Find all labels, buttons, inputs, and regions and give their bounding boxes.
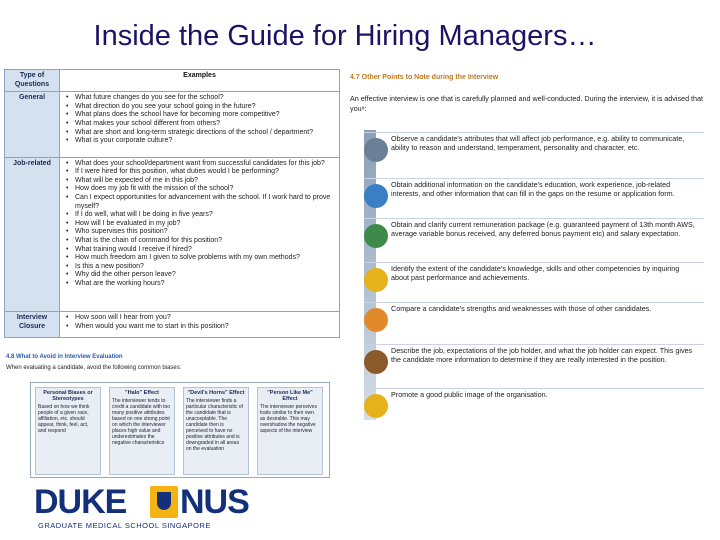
question-examples [60, 312, 340, 338]
list-item: • Can I expect opportunities for advancement with the school. If I work hard to prove myself? [63, 194, 336, 211]
divider [364, 344, 704, 345]
list-item: • What is your corporate culture? [63, 137, 336, 146]
point-row [364, 388, 704, 424]
point-row [364, 302, 704, 338]
point-text: Describe the job, expectations of the job holder, and what the job holder can expect. This gives the candidate more information to determine if they are really interested in the position. [391, 346, 693, 364]
point-text: Obtain additional information on the candidate's education, work experience, job-related interests, and other information that can fill in the gaps on the resume or application form. [391, 180, 675, 198]
bias-column [257, 387, 323, 475]
bias-box [30, 382, 330, 478]
bias-column-text: The interviewer tends to credit a candidate with too many positive attributes based on one strong point on which the interviewer places high value and underestimates the negative characteristics [112, 398, 171, 446]
bias-column [35, 387, 101, 475]
header-examples: Examples [60, 70, 340, 92]
list-item: • What are the working hours? [63, 280, 336, 289]
avoid-heading: 4.8 What to Avoid in Interview Evaluation [6, 354, 123, 360]
smiley-icon [364, 394, 388, 418]
list-item: • If I do well, what will I be doing in five years? [63, 211, 336, 220]
point-row [364, 132, 704, 168]
list-item: • If I were hired for this position, what duties would I be performing? [63, 168, 336, 177]
logo-duke-text: DUKE [34, 483, 127, 521]
point-row [364, 218, 704, 254]
list-item: • How soon will I hear from you? [63, 314, 336, 323]
divider [364, 132, 704, 133]
list-item: • What does your school/department want from successful candidates for this job? [63, 160, 336, 169]
bias-column-head: "Person Like Me" Effect [267, 390, 313, 402]
table-row [5, 157, 340, 312]
point-row [364, 178, 704, 214]
bias-column [183, 387, 249, 475]
point-row [364, 262, 704, 298]
divider [364, 218, 704, 219]
list-item: • What plans does the school have for becoming more competitive? [63, 111, 336, 120]
point-row [364, 344, 704, 380]
point-text: Compare a candidate's strengths and weaknesses with those of other candidates. [391, 304, 652, 313]
stethoscope-icon [364, 138, 388, 162]
list-item: • What will be expected of me in this job? [63, 177, 336, 186]
question-type: General [5, 92, 60, 157]
question-examples [60, 157, 340, 312]
points-intro: An effective interview is one that is carefully planned and well-conducted. During the interview, it is advised that you⁸: [350, 94, 704, 113]
point-text: Observe a candidate's attributes that will affect job performance, e.g. ability to communicate, ability to reason and understand, temperament, personality and character, etc. [391, 134, 685, 152]
bias-column-head: Personal Biases or Stereotypes [43, 390, 93, 402]
fruit-icon [364, 308, 388, 332]
list-item: • What future changes do you see for the school? [63, 94, 336, 103]
list-item: • How does my job fit with the mission of the school? [63, 185, 336, 194]
list-item: • When would you want me to start in this position? [63, 323, 336, 332]
divider [364, 388, 704, 389]
slide-title: Inside the Guide for Hiring Managers… [93, 20, 597, 52]
briefcase-icon [364, 350, 388, 374]
list-item: • Is this a new position? [63, 263, 336, 272]
list-item: • What is the chain of command for this position? [63, 237, 336, 246]
avoid-intro: When evaluating a candidate, avoid the following common biases: [6, 365, 182, 371]
question-type: Interview Closure [5, 312, 60, 338]
bias-column [109, 387, 175, 475]
bias-column-text: The interviewer perceives traits similar to their own as desirable. This may overshadow the negative aspects of the interview [260, 404, 317, 434]
list-item: • What are short and long-term strategic directions of the school / department? [63, 129, 336, 138]
list-item: • What training would I receive if hired? [63, 246, 336, 255]
list-item: • What direction do you see your school going in the future? [63, 103, 336, 112]
question-type: Job-related [5, 157, 60, 312]
money-icon [364, 224, 388, 248]
smiley-icon [364, 268, 388, 292]
logo-nus-text: NUS [180, 483, 249, 521]
question-examples [60, 92, 340, 157]
divider [364, 178, 704, 179]
list-item: • How will I be evaluated in my job? [63, 220, 336, 229]
points-heading: 4.7 Other Points to Note during the Interview [350, 74, 499, 81]
crest-icon [150, 486, 178, 518]
duke-nus-logo [30, 484, 250, 530]
bias-column-head: "Halo" Effect [125, 390, 159, 396]
divider [364, 262, 704, 263]
list-item: • How much freedom am I given to solve problems with my own methods? [63, 254, 336, 263]
bias-column-head: "Devil's Horns" Effect [187, 390, 245, 396]
bias-column-text: The interviewer finds a particular characteristic of the candidate that is unacceptable. The candidate then is perceived to have no positive attributes and is downgraded in all areas on the evaluation [186, 398, 243, 452]
logo-subtitle: GRADUATE MEDICAL SCHOOL SINGAPORE [38, 521, 211, 530]
point-text: Obtain and clarify current remuneration package (e.g. guaranteed payment of 13th month AWS, average variable bonus received, any deferred bonus payment etc) and salary expectation. [391, 220, 695, 238]
point-text: Promote a good public image of the organisation. [391, 390, 548, 399]
table-row [5, 92, 340, 157]
divider [364, 302, 704, 303]
point-text: Identify the extent of the candidate's knowledge, skills and other competencies by inquiring about past performance and achievements. [391, 264, 680, 282]
table-row [5, 312, 340, 338]
list-item: • Who supervises this position? [63, 228, 336, 237]
bias-column-text: Based on how we think people of a given race, affiliation, etc. should appear, think, feel, act, and respond [38, 404, 90, 434]
header-type: Type of Questions [5, 70, 60, 92]
list-item: • What makes your school different from others? [63, 120, 336, 129]
list-item: • Why did the other person leave? [63, 271, 336, 280]
document-icon [364, 184, 388, 208]
question-table [4, 69, 340, 338]
